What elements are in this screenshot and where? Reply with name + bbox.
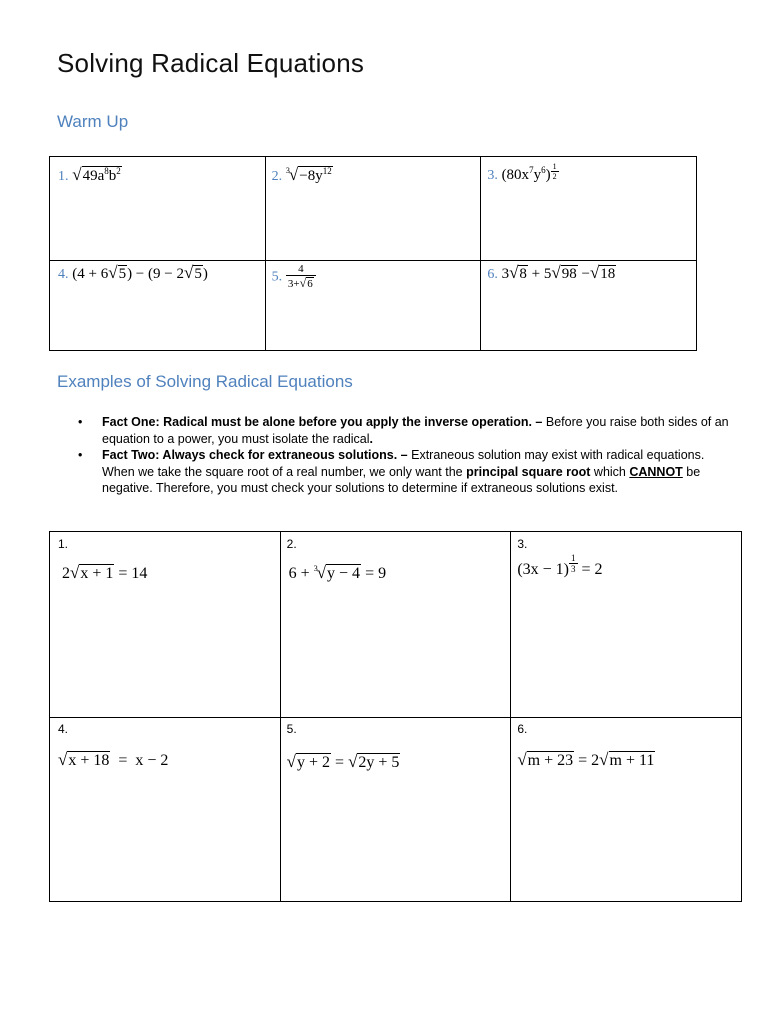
exponent: 7 xyxy=(529,165,534,175)
expr-text: (4 + 6 xyxy=(72,266,109,282)
example-cell-1 xyxy=(50,532,281,718)
expr-text: ) − (9 − 2 xyxy=(127,266,184,282)
example-number: 6. xyxy=(517,722,528,736)
example-cell-4 xyxy=(50,718,281,902)
numerator: 1 xyxy=(571,553,576,563)
fraction-exponent xyxy=(569,553,578,574)
example-number: 5. xyxy=(286,722,297,736)
radicand-text: 8 xyxy=(519,266,527,282)
radicand-text: −8y xyxy=(299,168,323,184)
exponent: 2 xyxy=(116,166,121,176)
radical: √ x + 18 xyxy=(58,750,110,769)
exponent: 8 xyxy=(104,166,109,176)
fact-two-title: Fact Two: Always check for extraneous solutions. – xyxy=(102,448,408,462)
example-equation xyxy=(50,736,280,770)
expr-text: = 2 xyxy=(574,752,600,769)
expr-text: 3 xyxy=(501,266,510,282)
fact-one xyxy=(78,414,738,447)
radical-index: 3 xyxy=(313,564,318,573)
radicand-text: x + 1 xyxy=(80,565,114,582)
expr-text: (3x − 1) xyxy=(517,561,569,578)
example-equation xyxy=(511,551,741,579)
fact-one-title: Fact One: Radical must be alone before you apply the inverse operation. – xyxy=(102,415,543,429)
radicand-text: 5 xyxy=(118,266,127,282)
radical-index: 3 xyxy=(285,166,290,175)
radical: √ 8 xyxy=(509,263,527,282)
warmup-cell-3 xyxy=(481,157,697,261)
bullet: • xyxy=(78,448,83,462)
bullet: • xyxy=(78,415,83,429)
expr-text: 2 xyxy=(62,565,70,582)
expr-text: 6 + xyxy=(288,565,314,582)
exponent: 12 xyxy=(322,166,332,176)
expr-text: − xyxy=(581,266,590,282)
example-cell-3 xyxy=(511,532,742,718)
radicand-text: m + 23 xyxy=(527,752,574,769)
radicand-text: b xyxy=(108,168,117,184)
radicand-text: 98 xyxy=(561,266,577,282)
cannot-emphasis: CANNOT xyxy=(629,464,683,479)
radicand-text: 6 xyxy=(307,278,313,290)
denominator: 3 xyxy=(571,564,576,574)
fact-two-text: which xyxy=(590,464,630,479)
radical: √ m + 23 xyxy=(517,750,574,769)
warmup-cell-5 xyxy=(265,261,481,351)
expr-text: + 5 xyxy=(531,266,552,282)
radicand-text: x + 18 xyxy=(68,752,110,769)
example-number: 2. xyxy=(286,537,297,551)
example-number: 1. xyxy=(58,537,69,551)
warmup-cell-6 xyxy=(481,261,697,351)
examples-table xyxy=(49,531,742,902)
expr-text: = 14 xyxy=(114,565,148,582)
radicand-text: y − 4 xyxy=(327,565,361,582)
fact-one-text: Before you raise both sides of an equation to a power, you must isolate the radical xyxy=(102,415,729,446)
radical: √ 5 xyxy=(183,263,202,282)
example-cell-2 xyxy=(280,532,511,718)
radical: √ x + 1 xyxy=(70,563,114,582)
expr-text: = 9 xyxy=(361,565,387,582)
example-cell-5 xyxy=(280,718,511,902)
numerator: 4 xyxy=(286,263,316,276)
facts-list xyxy=(78,414,738,497)
warmup-number: 5. xyxy=(271,269,283,285)
example-equation xyxy=(281,736,511,772)
expr-text: (80x xyxy=(501,167,530,183)
fraction xyxy=(286,263,316,291)
warmup-number: 6. xyxy=(487,267,498,282)
example-equation xyxy=(50,551,280,583)
radical: √ 6 xyxy=(299,276,313,290)
radicand-text: 2y + 5 xyxy=(358,754,400,771)
warmup-heading: Warm Up xyxy=(57,112,129,131)
denominator: 3+ xyxy=(287,278,300,290)
warmup-cell-4 xyxy=(50,261,266,351)
radical: √ 18 xyxy=(589,263,616,282)
example-cell-6 xyxy=(511,718,742,902)
expr-text: ) xyxy=(202,266,208,282)
warmup-cell-2 xyxy=(265,157,481,261)
radical: 3 √ y − 4 xyxy=(313,563,361,582)
fact-two xyxy=(78,447,738,497)
warmup-number: 4. xyxy=(58,267,69,282)
expr-text: = 2 xyxy=(577,561,603,578)
fact-two-text: Extraneous solution may exist with radical equations. When we take the square root of a real number, we only want the xyxy=(102,448,705,479)
radicand-text: 18 xyxy=(600,266,616,282)
radical: √ y + 2 xyxy=(286,752,331,771)
fact-one-end: . xyxy=(369,431,374,446)
warmup-cell-1 xyxy=(50,157,266,261)
radical: √ 2y + 5 xyxy=(348,752,400,771)
warmup-table xyxy=(49,156,697,351)
principal-root-term: principal square root xyxy=(466,464,591,479)
example-equation xyxy=(281,551,511,583)
radicand-text: 49a xyxy=(82,168,105,184)
expr-text: = x − 2 xyxy=(110,752,169,769)
warmup-number: 1. xyxy=(58,169,69,184)
radical: √ $49a^8b^2$ xyxy=(72,165,121,184)
radical: √ 5 xyxy=(108,263,127,282)
example-number: 4. xyxy=(58,722,69,736)
fact-two-text: be negative. Therefore, you must check your solutions to determine if extraneous solutions exist. xyxy=(102,464,701,495)
example-number: 3. xyxy=(517,537,528,551)
expr-text: = xyxy=(331,754,349,771)
warmup-number: 3. xyxy=(487,168,498,183)
radical: √ 98 xyxy=(551,263,577,282)
radical: √ m + 11 xyxy=(599,750,655,769)
expr-text: ) xyxy=(545,167,551,183)
example-equation xyxy=(511,736,741,770)
warmup-number: 2. xyxy=(271,169,283,184)
radical: 3 √ $-8y^{12}$ xyxy=(285,165,332,184)
radicand-text: y + 2 xyxy=(297,754,331,771)
fraction-exponent xyxy=(551,162,559,181)
examples-heading: Examples of Solving Radical Equations xyxy=(57,372,353,391)
denominator: 2 xyxy=(552,172,557,181)
expr-text: y xyxy=(533,167,542,183)
exponent: 6 xyxy=(541,165,546,175)
radicand-text: m + 11 xyxy=(609,752,655,769)
page-title: Solving Radical Equations xyxy=(57,48,365,78)
numerator: 1 xyxy=(552,162,557,171)
radicand-text: 5 xyxy=(194,266,202,282)
